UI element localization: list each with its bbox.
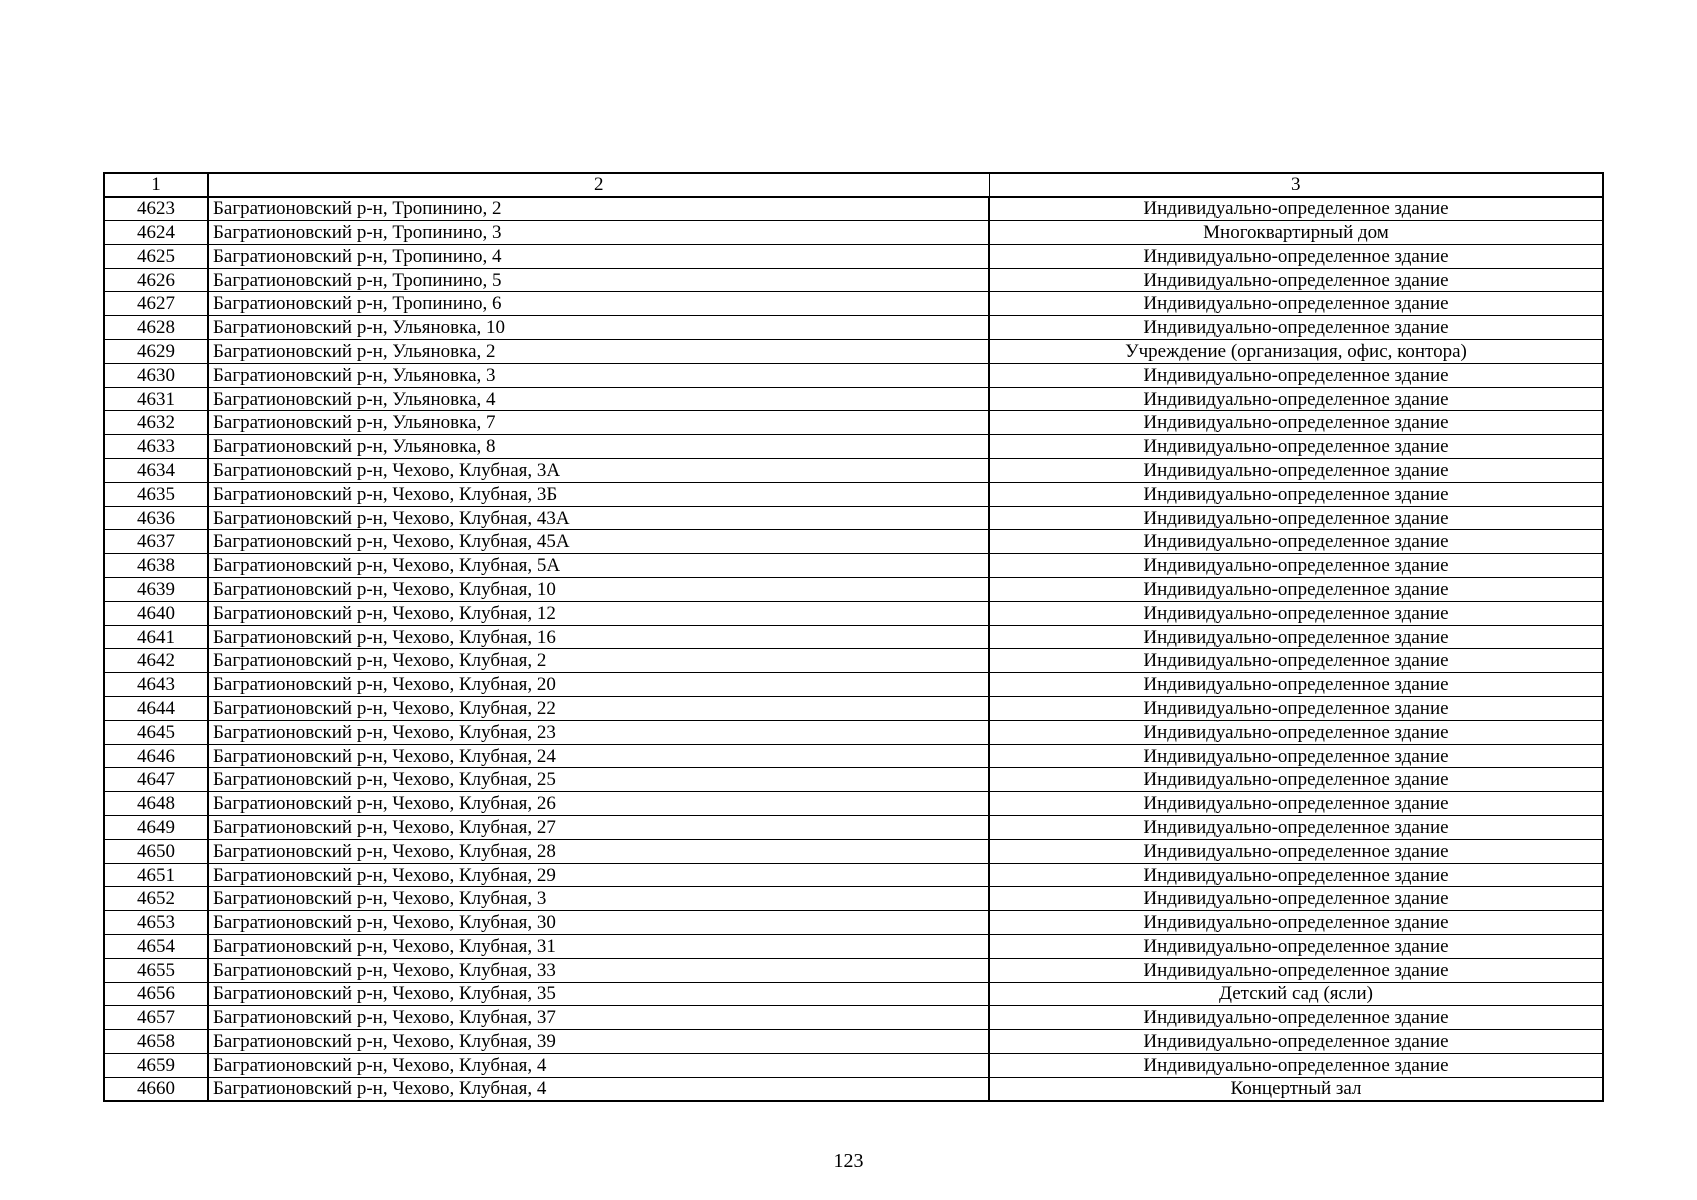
address-cell: Багратионовский р-н, Чехово, Клубная, 5А [208,554,989,578]
address-cell: Багратионовский р-н, Чехово, Клубная, 2 [208,649,989,673]
building-type-cell: Концертный зал [989,1077,1603,1101]
row-number-cell: 4628 [104,316,208,340]
table-row [104,411,1603,435]
building-type-cell: Индивидуально-определенное здание [989,863,1603,887]
table-row [104,816,1603,840]
row-number-cell: 4636 [104,506,208,530]
row-number-cell: 4645 [104,720,208,744]
building-type-cell: Индивидуально-определенное здание [989,316,1603,340]
table-row [104,221,1603,245]
table-row [104,1030,1603,1054]
table-row [104,578,1603,602]
address-cell: Багратионовский р-н, Чехово, Клубная, 39 [208,1030,989,1054]
table-row [104,435,1603,459]
building-type-cell: Индивидуально-определенное здание [989,768,1603,792]
header-cell-col-3: 3 [989,173,1603,197]
header-cell-col-2: 2 [208,173,989,197]
row-number-cell: 4626 [104,268,208,292]
table-row [104,1053,1603,1077]
address-cell: Багратионовский р-н, Чехово, Клубная, 22 [208,697,989,721]
building-type-cell: Многоквартирный дом [989,221,1603,245]
address-cell: Багратионовский р-н, Чехово, Клубная, 3Б [208,482,989,506]
table-row [104,316,1603,340]
table-row [104,482,1603,506]
address-cell: Багратионовский р-н, Чехово, Клубная, 27 [208,816,989,840]
address-cell: Багратионовский р-н, Ульяновка, 7 [208,411,989,435]
building-type-cell: Индивидуально-определенное здание [989,244,1603,268]
address-cell: Багратионовский р-н, Тропинино, 2 [208,197,989,221]
table-row [104,363,1603,387]
row-number-cell: 4654 [104,935,208,959]
row-number-cell: 4641 [104,625,208,649]
building-type-cell: Индивидуально-определенное здание [989,1030,1603,1054]
building-type-cell: Индивидуально-определенное здание [989,792,1603,816]
table-row [104,839,1603,863]
building-type-cell: Индивидуально-определенное здание [989,697,1603,721]
table-row [104,863,1603,887]
row-number-cell: 4647 [104,768,208,792]
table-header-row [104,173,1603,197]
row-number-cell: 4638 [104,554,208,578]
table-row [104,459,1603,483]
address-cell: Багратионовский р-н, Чехово, Клубная, 29 [208,863,989,887]
table-row [104,958,1603,982]
address-cell: Багратионовский р-н, Тропинино, 4 [208,244,989,268]
address-cell: Багратионовский р-н, Чехово, Клубная, 4 [208,1077,989,1101]
table-row [104,244,1603,268]
building-type-cell: Учреждение (организация, офис, контора) [989,340,1603,364]
table-row [104,625,1603,649]
table-row [104,1006,1603,1030]
row-number-cell: 4633 [104,435,208,459]
building-type-cell: Индивидуально-определенное здание [989,887,1603,911]
building-type-cell: Индивидуально-определенное здание [989,1053,1603,1077]
table-row [104,1077,1603,1101]
row-number-cell: 4658 [104,1030,208,1054]
table-row [104,792,1603,816]
table-row [104,530,1603,554]
address-cell: Багратионовский р-н, Чехово, Клубная, 20 [208,673,989,697]
building-type-cell: Индивидуально-определенное здание [989,197,1603,221]
row-number-cell: 4659 [104,1053,208,1077]
table-row [104,554,1603,578]
building-type-cell: Индивидуально-определенное здание [989,363,1603,387]
row-number-cell: 4650 [104,839,208,863]
address-cell: Багратионовский р-н, Тропинино, 3 [208,221,989,245]
building-type-cell: Индивидуально-определенное здание [989,720,1603,744]
table-row [104,268,1603,292]
building-type-cell: Индивидуально-определенное здание [989,435,1603,459]
address-cell: Багратионовский р-н, Ульяновка, 2 [208,340,989,364]
address-cell: Багратионовский р-н, Чехово, Клубная, 28 [208,839,989,863]
address-cell: Багратионовский р-н, Чехово, Клубная, 3 [208,887,989,911]
address-cell: Багратионовский р-н, Чехово, Клубная, 16 [208,625,989,649]
row-number-cell: 4632 [104,411,208,435]
address-cell: Багратионовский р-н, Чехово, Клубная, 10 [208,578,989,602]
row-number-cell: 4631 [104,387,208,411]
address-cell: Багратионовский р-н, Чехово, Клубная, 30 [208,911,989,935]
row-number-cell: 4625 [104,244,208,268]
building-type-cell: Индивидуально-определенное здание [989,935,1603,959]
row-number-cell: 4655 [104,958,208,982]
row-number-cell: 4630 [104,363,208,387]
address-cell: Багратионовский р-н, Чехово, Клубная, 35 [208,982,989,1006]
row-number-cell: 4639 [104,578,208,602]
address-cell: Багратионовский р-н, Чехово, Клубная, 4 [208,1053,989,1077]
address-cell: Багратионовский р-н, Чехово, Клубная, 43А [208,506,989,530]
building-type-cell: Индивидуально-определенное здание [989,649,1603,673]
building-type-cell: Индивидуально-определенное здание [989,911,1603,935]
row-number-cell: 4660 [104,1077,208,1101]
header-cell-col-1: 1 [104,173,208,197]
building-type-cell: Индивидуально-определенное здание [989,411,1603,435]
building-type-cell: Индивидуально-определенное здание [989,601,1603,625]
building-type-cell: Индивидуально-определенное здание [989,673,1603,697]
building-type-cell: Индивидуально-определенное здание [989,459,1603,483]
building-type-cell: Индивидуально-определенное здание [989,268,1603,292]
address-cell: Багратионовский р-н, Ульяновка, 8 [208,435,989,459]
address-cell: Багратионовский р-н, Чехово, Клубная, 24 [208,744,989,768]
address-cell: Багратионовский р-н, Чехово, Клубная, 45А [208,530,989,554]
building-type-cell: Индивидуально-определенное здание [989,839,1603,863]
address-cell: Багратионовский р-н, Чехово, Клубная, 26 [208,792,989,816]
row-number-cell: 4640 [104,601,208,625]
table-row [104,887,1603,911]
building-type-cell: Индивидуально-определенное здание [989,578,1603,602]
table-row [104,982,1603,1006]
row-number-cell: 4627 [104,292,208,316]
building-type-cell: Индивидуально-определенное здание [989,958,1603,982]
building-type-cell: Индивидуально-определенное здание [989,506,1603,530]
row-number-cell: 4653 [104,911,208,935]
row-number-cell: 4637 [104,530,208,554]
building-type-cell: Детский сад (ясли) [989,982,1603,1006]
building-type-cell: Индивидуально-определенное здание [989,625,1603,649]
row-number-cell: 4623 [104,197,208,221]
table-row [104,697,1603,721]
row-number-cell: 4648 [104,792,208,816]
address-cell: Багратионовский р-н, Чехово, Клубная, 37 [208,1006,989,1030]
row-number-cell: 4643 [104,673,208,697]
table-row [104,506,1603,530]
building-type-cell: Индивидуально-определенное здание [989,482,1603,506]
row-number-cell: 4646 [104,744,208,768]
row-number-cell: 4649 [104,816,208,840]
table-row [104,197,1603,221]
row-number-cell: 4652 [104,887,208,911]
address-cell: Багратионовский р-н, Чехово, Клубная, 23 [208,720,989,744]
table-row [104,292,1603,316]
building-type-cell: Индивидуально-определенное здание [989,744,1603,768]
row-number-cell: 4624 [104,221,208,245]
table-row [104,744,1603,768]
address-cell: Багратионовский р-н, Ульяновка, 3 [208,363,989,387]
building-type-cell: Индивидуально-определенное здание [989,387,1603,411]
address-cell: Багратионовский р-н, Чехово, Клубная, 25 [208,768,989,792]
building-type-cell: Индивидуально-определенное здание [989,554,1603,578]
table-row [104,720,1603,744]
building-type-cell: Индивидуально-определенное здание [989,530,1603,554]
row-number-cell: 4657 [104,1006,208,1030]
table-row [104,911,1603,935]
page-number: 123 [833,1150,864,1172]
row-number-cell: 4644 [104,697,208,721]
row-number-cell: 4634 [104,459,208,483]
address-cell: Багратионовский р-н, Чехово, Клубная, 31 [208,935,989,959]
address-cell: Багратионовский р-н, Чехово, Клубная, 3А [208,459,989,483]
address-cell: Багратионовский р-н, Чехово, Клубная, 33 [208,958,989,982]
address-cell: Багратионовский р-н, Тропинино, 5 [208,268,989,292]
address-cell: Багратионовский р-н, Ульяновка, 4 [208,387,989,411]
table-row [104,387,1603,411]
table-row [104,935,1603,959]
building-type-cell: Индивидуально-определенное здание [989,1006,1603,1030]
row-number-cell: 4656 [104,982,208,1006]
property-table [103,172,1604,1102]
table-row [104,649,1603,673]
row-number-cell: 4635 [104,482,208,506]
table-row [104,601,1603,625]
property-table-body [104,173,1603,1101]
building-type-cell: Индивидуально-определенное здание [989,816,1603,840]
row-number-cell: 4642 [104,649,208,673]
row-number-cell: 4629 [104,340,208,364]
table-row [104,340,1603,364]
address-cell: Багратионовский р-н, Ульяновка, 10 [208,316,989,340]
address-cell: Багратионовский р-н, Чехово, Клубная, 12 [208,601,989,625]
row-number-cell: 4651 [104,863,208,887]
address-cell: Багратионовский р-н, Тропинино, 6 [208,292,989,316]
table-row [104,768,1603,792]
building-type-cell: Индивидуально-определенное здание [989,292,1603,316]
table-row [104,673,1603,697]
